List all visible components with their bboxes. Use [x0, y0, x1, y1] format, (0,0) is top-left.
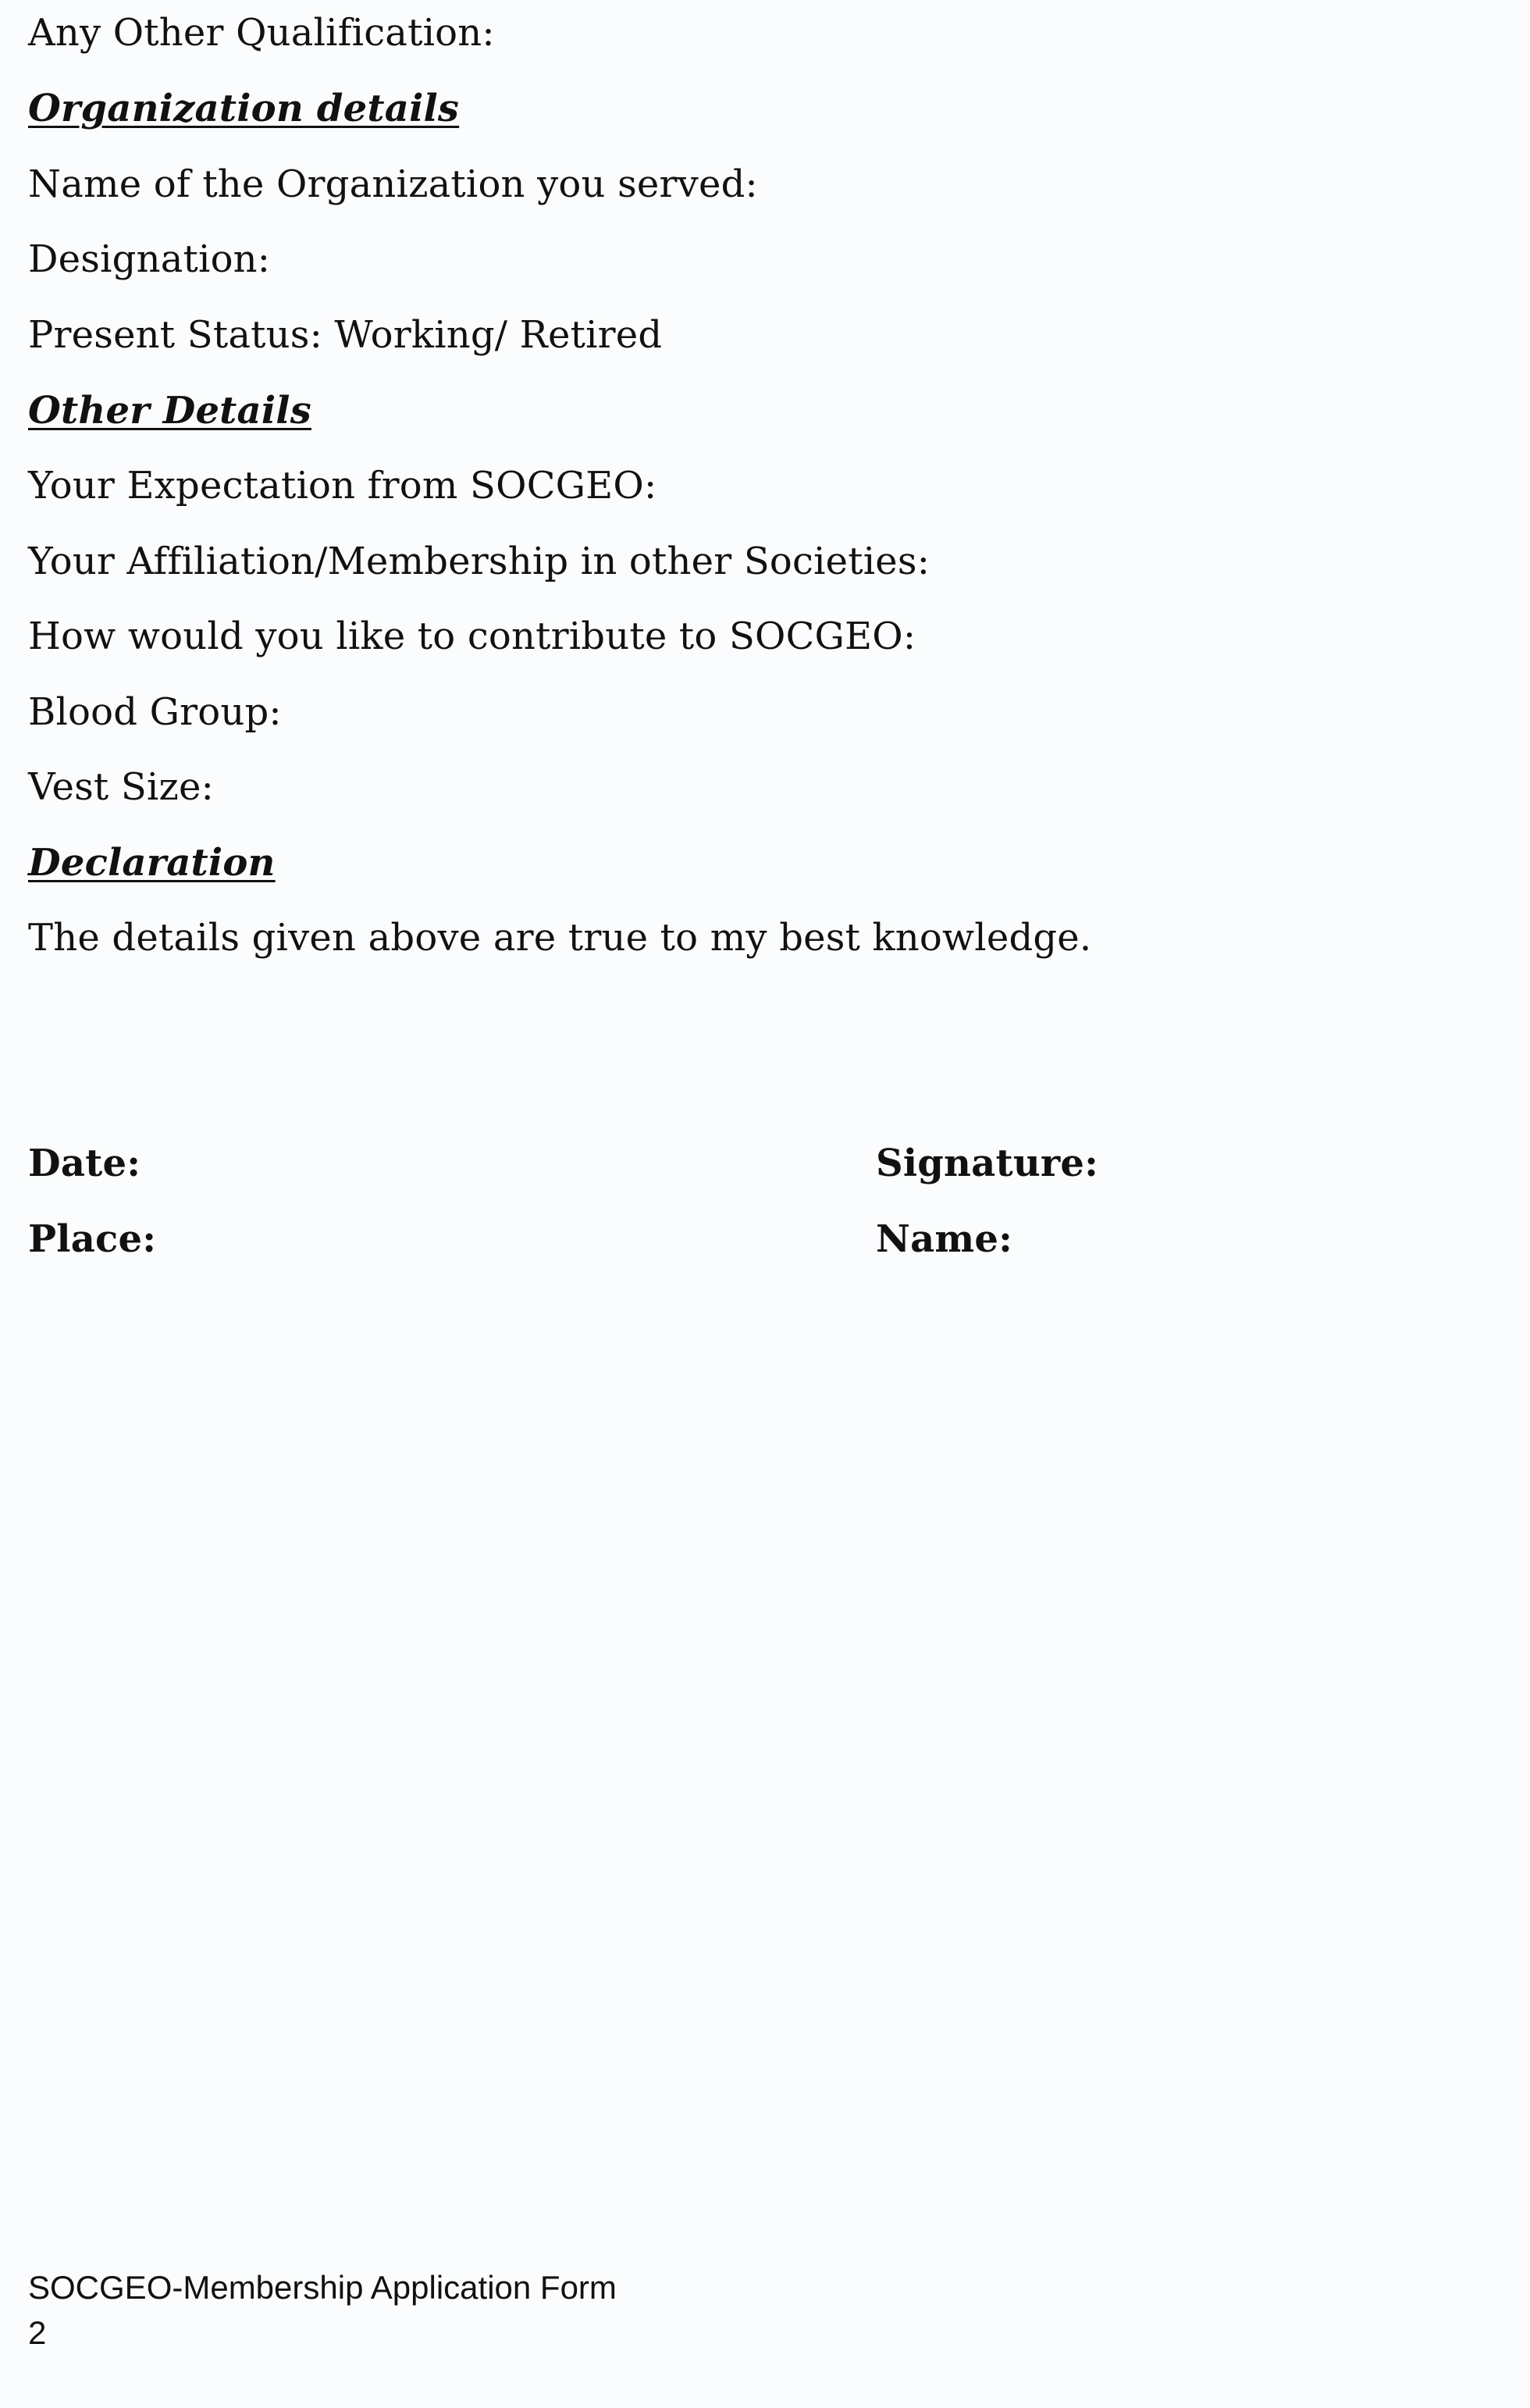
organization-name-label: Name of the Organization you served:: [28, 162, 758, 206]
signature-label: Signature:: [876, 1142, 1099, 1185]
affiliation-label: Your Affiliation/Membership in other Societies:: [28, 540, 930, 583]
vest-size-label: Vest Size:: [28, 765, 214, 809]
date-label: Date:: [28, 1142, 141, 1185]
expectation-label: Your Expectation from SOCGEO:: [28, 464, 657, 508]
declaration-text: The details given above are true to my best knowledge.: [28, 916, 1092, 960]
name-label: Name:: [876, 1217, 1013, 1261]
contribution-label: How would you like to contribute to SOCGEO:: [28, 614, 916, 658]
footer-title: SOCGEO-Membership Application Form: [28, 2269, 617, 2306]
declaration-heading: Declaration: [28, 841, 276, 885]
place-label: Place:: [28, 1217, 157, 1261]
organization-details-heading: Organization details: [28, 87, 460, 130]
designation-label: Designation:: [28, 237, 271, 281]
page-number: 2: [28, 2314, 47, 2351]
qualification-label: Any Other Qualification:: [28, 11, 495, 55]
blood-group-label: Blood Group:: [28, 690, 282, 734]
present-status-label: Present Status: Working/ Retired: [28, 313, 663, 357]
other-details-heading: Other Details: [28, 389, 311, 433]
